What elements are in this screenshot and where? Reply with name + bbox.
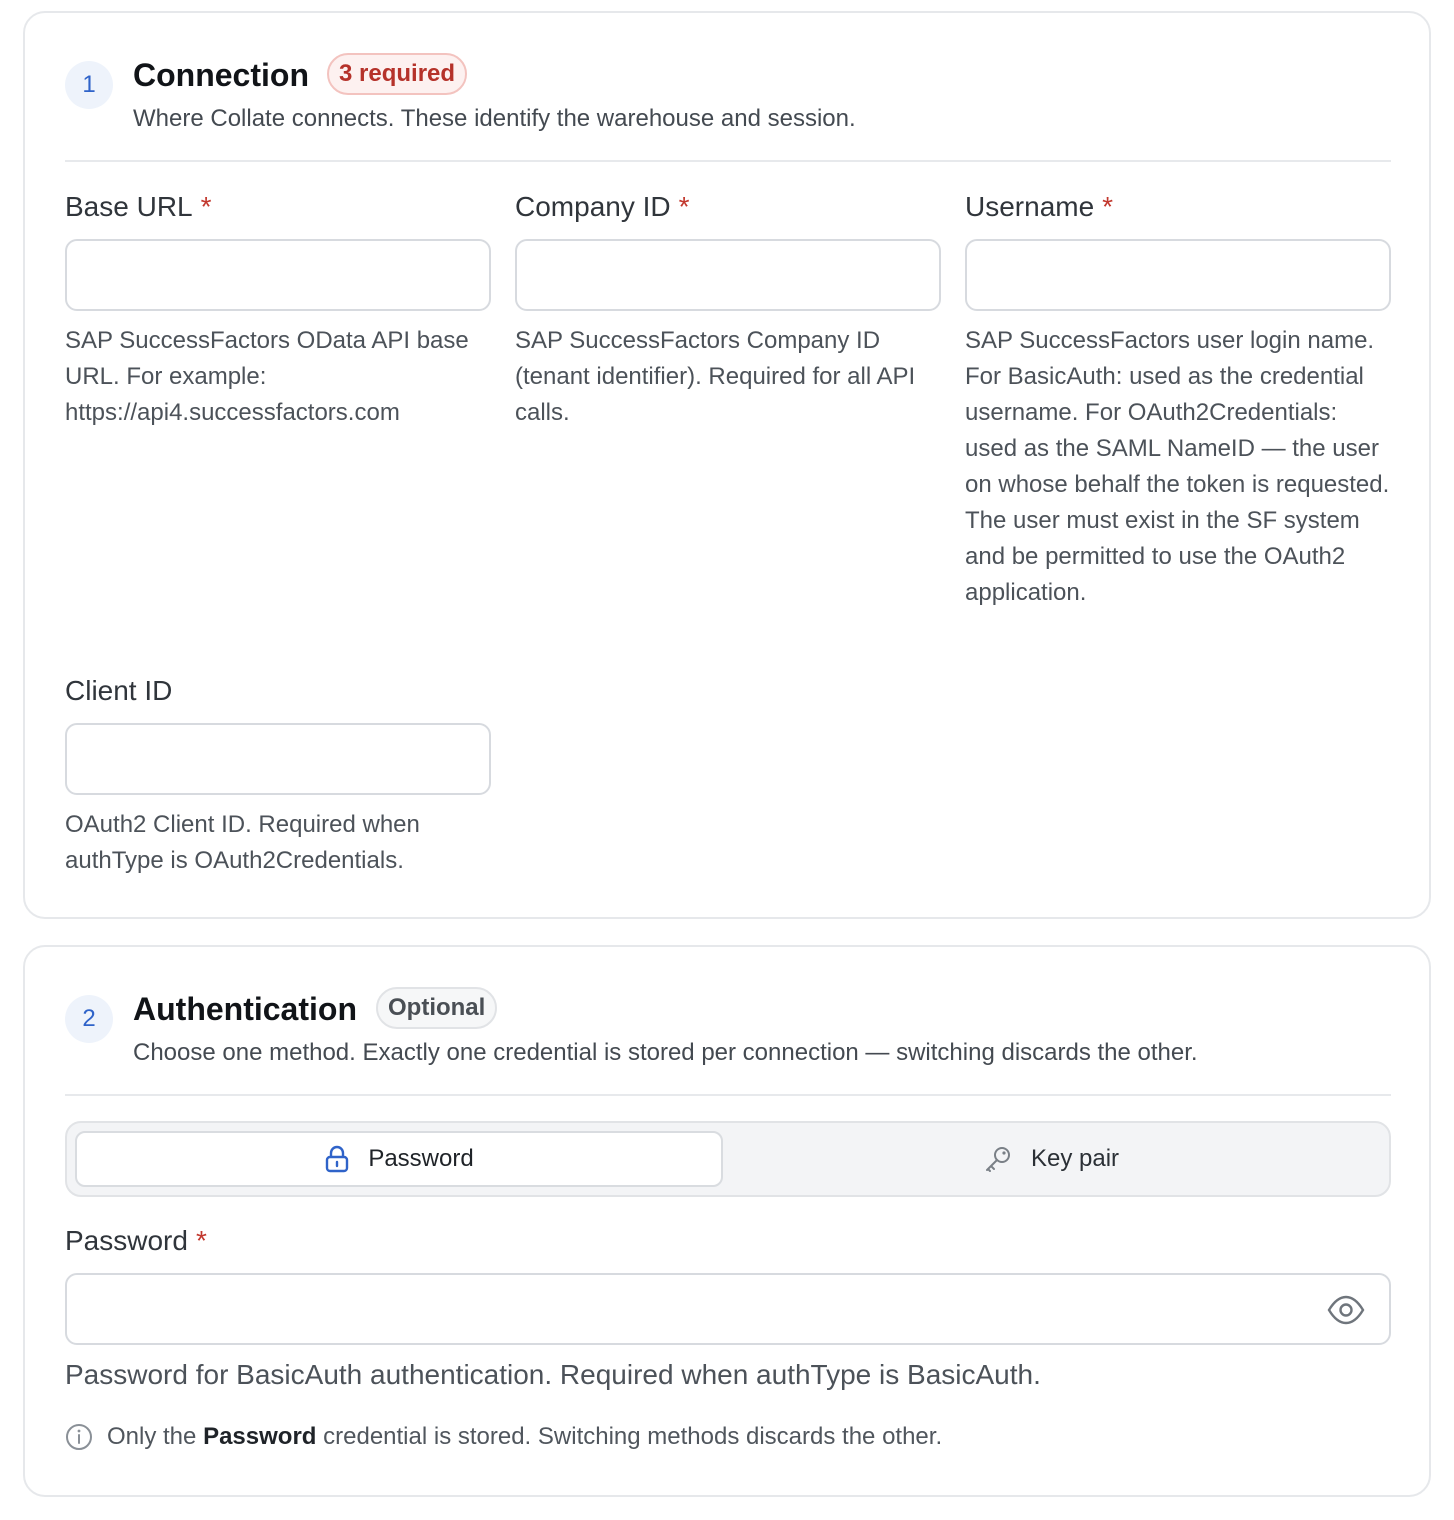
key-pair-method-label: Key pair xyxy=(1030,1145,1120,1172)
username-label-text: Username xyxy=(965,191,1095,222)
password-help: Password for BasicAuth authentication. Required when authType is BasicAuth. xyxy=(65,1359,1041,1390)
required-asterisk: * xyxy=(1102,191,1114,222)
step-number-badge: 1 xyxy=(65,61,113,109)
username-help: SAP SuccessFactors user login name. For BasicAuth: used as the credential username. For OAuth2Credentials: used as the SAML NameID — the user on whose behalf the token is requested. The user must exist in the SF system and be permitted to use the OAuth2 application. xyxy=(965,327,1390,606)
section-divider xyxy=(65,160,1391,162)
client-id-help: OAuth2 Client ID. Required when authType is OAuth2Credentials. xyxy=(65,811,420,874)
password-input[interactable] xyxy=(67,1275,1317,1343)
company-id-label xyxy=(515,191,690,223)
base-url-help: SAP SuccessFactors OData API base URL. For example: https://api4.successfactors.com xyxy=(65,327,469,426)
note-method: Password xyxy=(203,1423,317,1450)
authentication-section xyxy=(23,945,1431,1497)
username-input[interactable] xyxy=(965,239,1391,311)
required-asterisk: * xyxy=(200,191,212,222)
client-id-label-text: Client ID xyxy=(65,675,173,706)
company-id-help: SAP SuccessFactors Company ID (tenant identifier). Required for all API calls. xyxy=(515,327,916,426)
optional-badge: Optional xyxy=(376,987,497,1029)
note-suffix: credential is stored. Switching methods discards the other. xyxy=(323,1423,943,1450)
section-title: Authentication xyxy=(133,991,357,1027)
client-id-input[interactable] xyxy=(65,723,491,795)
credential-note xyxy=(65,1423,942,1451)
section-title: Connection xyxy=(133,57,309,93)
eye-icon[interactable] xyxy=(1327,1293,1365,1327)
required-count-badge: 3 required xyxy=(327,53,467,95)
step-number-badge: 2 xyxy=(65,995,113,1043)
key-pair-method-tab[interactable] xyxy=(723,1131,1379,1187)
company-id-input[interactable] xyxy=(515,239,941,311)
password-label xyxy=(65,1225,207,1257)
password-field xyxy=(65,1273,1391,1345)
base-url-label-text: Base URL xyxy=(65,191,193,222)
section-subtitle: Where Collate connects. These identify the warehouse and session. xyxy=(133,105,856,132)
required-asterisk: * xyxy=(195,1225,207,1256)
note-prefix: Only the xyxy=(107,1423,197,1450)
required-asterisk: * xyxy=(678,191,690,222)
base-url-input[interactable] xyxy=(65,239,491,311)
company-id-label-text: Company ID xyxy=(515,191,671,222)
password-method-label: Password xyxy=(368,1145,474,1172)
password-method-tab[interactable] xyxy=(75,1131,723,1187)
username-label xyxy=(965,191,1113,223)
connection-section xyxy=(23,11,1431,919)
base-url-label xyxy=(65,191,212,223)
client-id-label xyxy=(65,675,172,707)
lock-icon xyxy=(324,1145,350,1173)
auth-method-switcher xyxy=(65,1121,1391,1197)
section-subtitle: Choose one method. Exactly one credential is stored per connection — switching discards the other. xyxy=(133,1039,1198,1066)
section-divider xyxy=(65,1094,1391,1096)
password-label-text: Password xyxy=(65,1225,188,1256)
key-icon xyxy=(983,1144,1013,1174)
info-icon xyxy=(65,1423,93,1451)
